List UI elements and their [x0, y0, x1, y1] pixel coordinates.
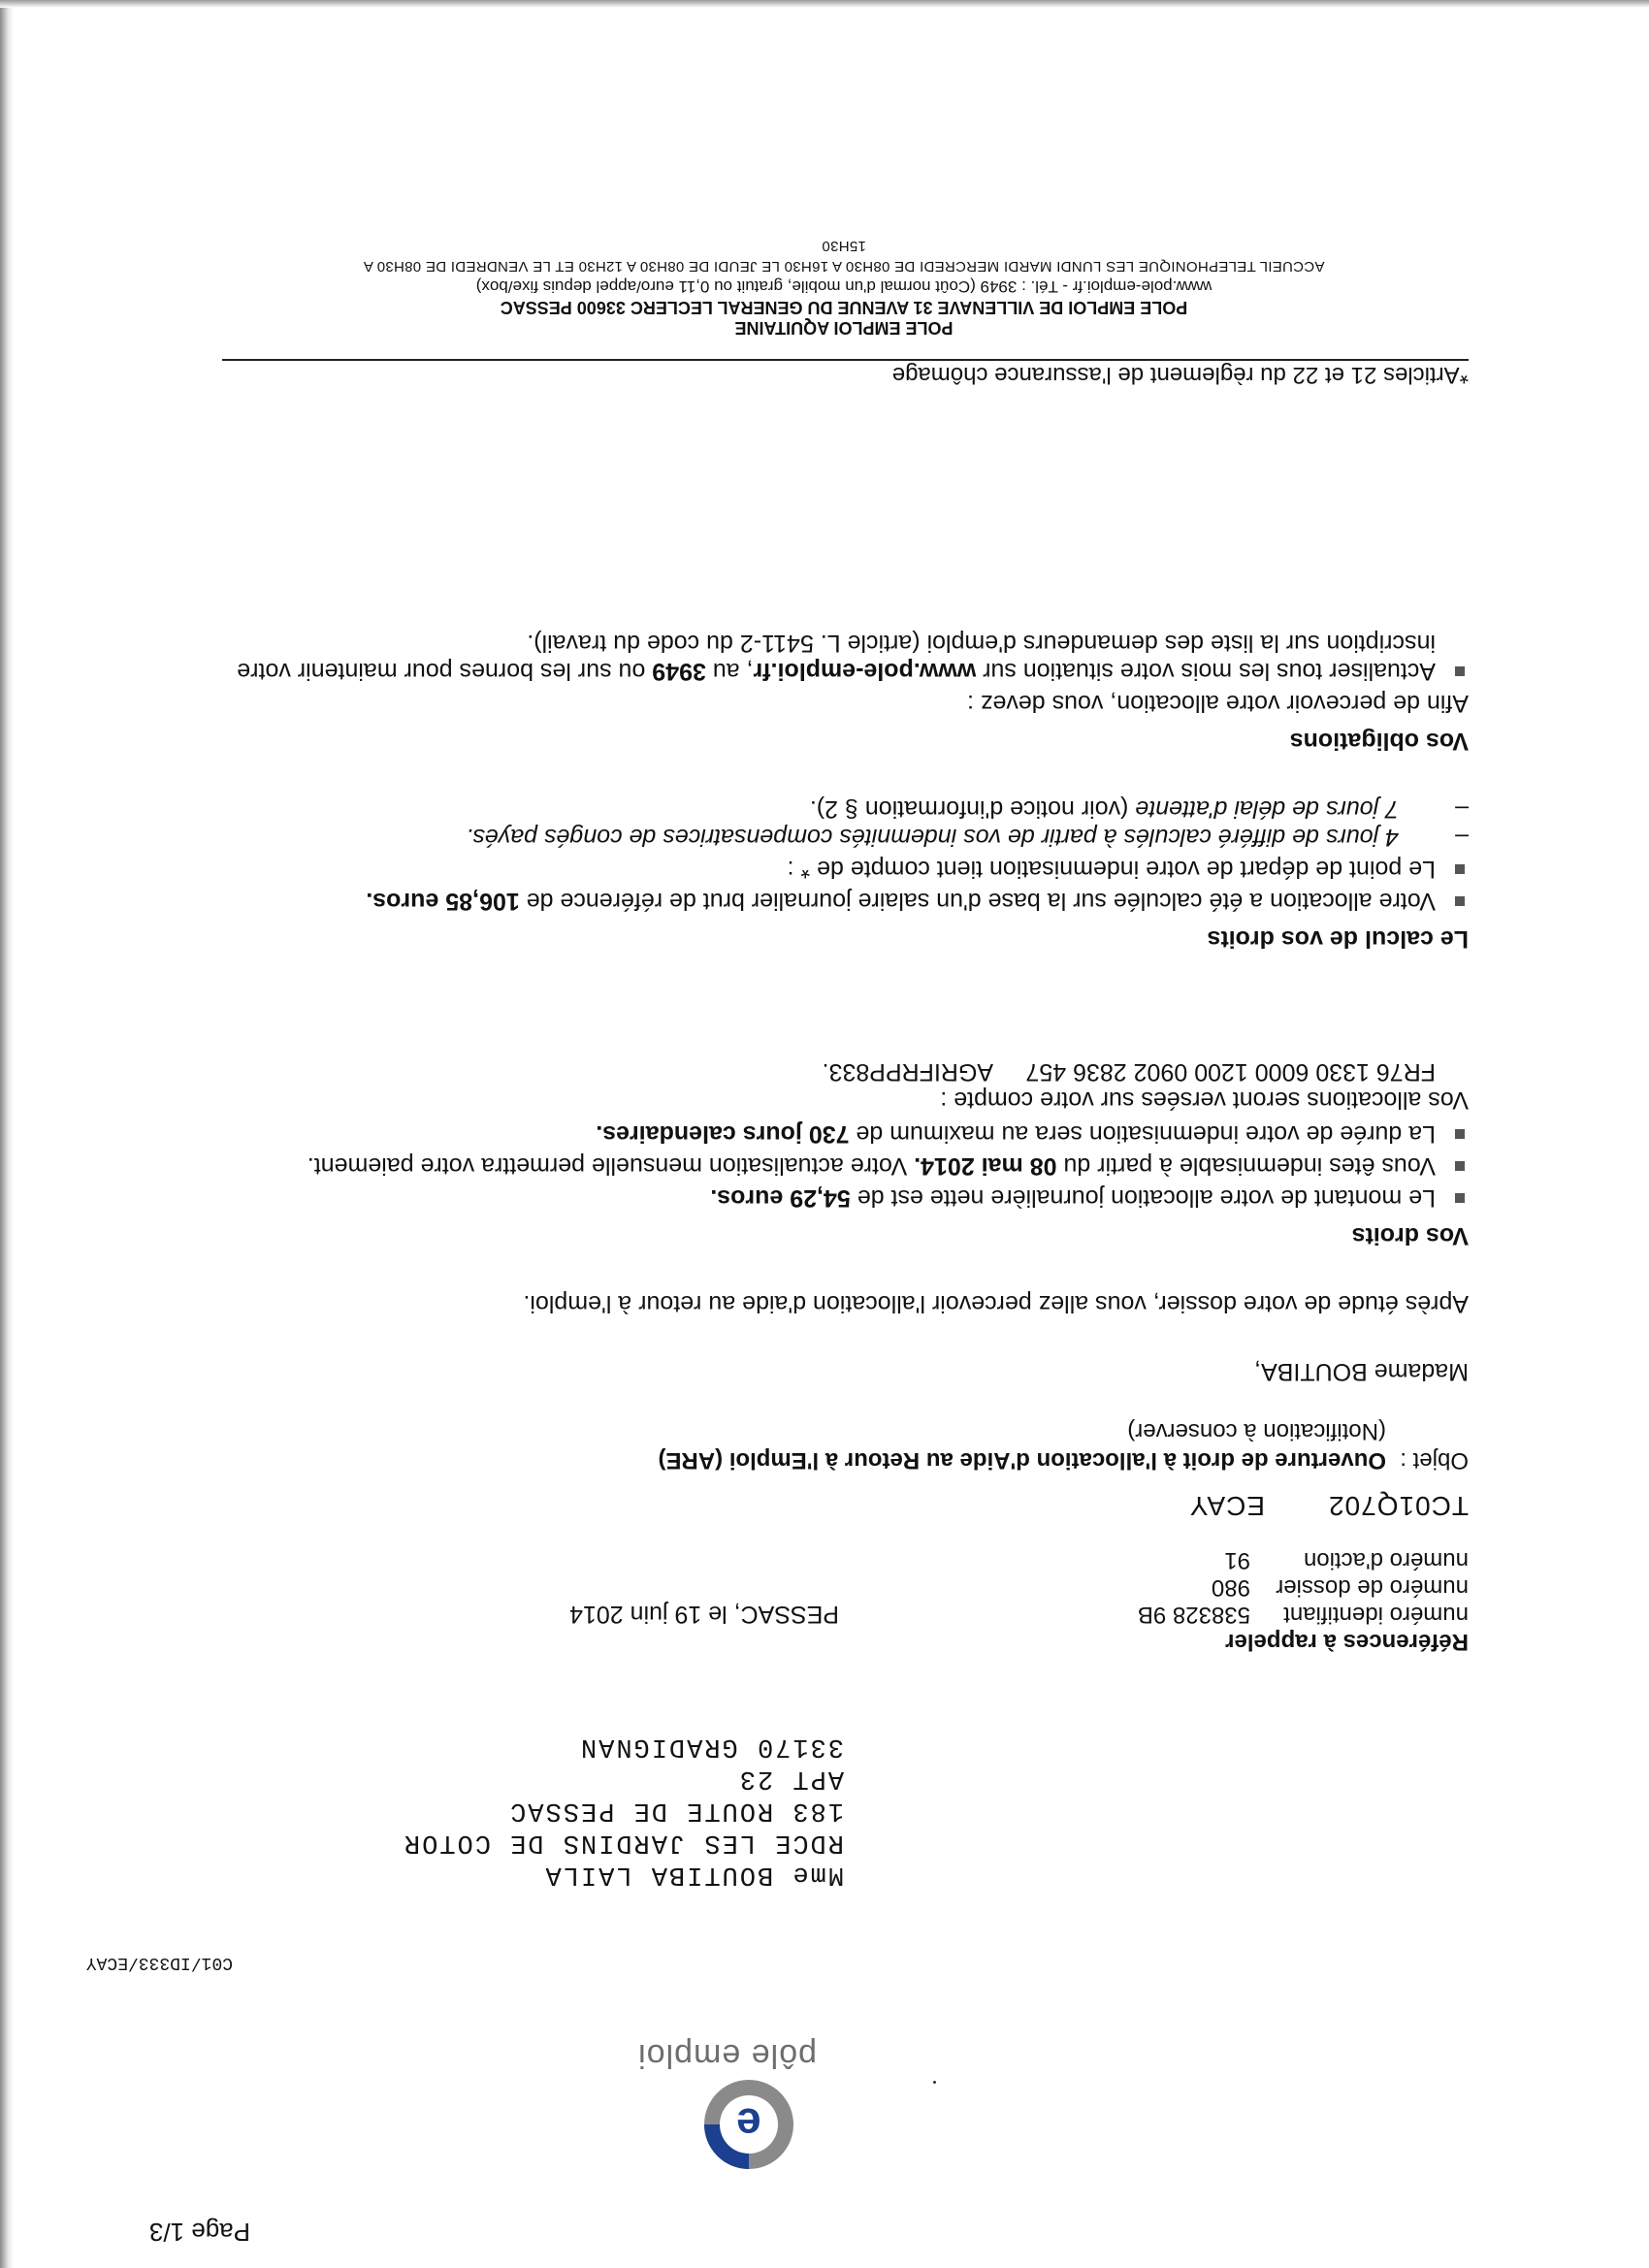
bank-account: FR76 1330 6000 1200 0902 2836 457 AGRIFRPP833.	[822, 1058, 1436, 1085]
identifiant-value: 538328 9B	[1137, 1602, 1250, 1628]
action-label: numéro d'action	[1303, 1547, 1469, 1573]
svg-text:e: e	[736, 2099, 761, 2150]
bullet-icon	[1455, 1129, 1465, 1139]
internal-reference: C01/ID333/ECAY	[85, 1953, 233, 1972]
references-block	[1138, 1546, 1469, 1655]
footer-divider	[222, 359, 1469, 361]
list-item: Vous êtes indemnisable à partir du 08 mai 2014. Votre actualisation mensuelle permettra votre paiement.	[169, 1151, 1469, 1180]
obligations-intro: Afin de percevoir votre allocation, vous devez :	[967, 690, 1469, 717]
payment-text: Vos allocations seront versées sur votre compte :	[940, 1086, 1469, 1114]
scan-speck	[933, 2081, 936, 2084]
address-line: Mme BOUTIBA LAILA	[543, 1860, 844, 1889]
bullet-icon	[1455, 1193, 1465, 1203]
section-obligations	[169, 625, 1469, 755]
max-duration: 730 jours calendaires.	[596, 1120, 850, 1148]
waiting-days: 7 jours de délai d'attente	[1135, 795, 1399, 823]
website: www.pole-emploi.fr	[753, 658, 977, 685]
agency-code: TC01Q702	[1328, 1491, 1469, 1521]
footer-org: POLE EMPLOI AQUITAINE	[734, 318, 954, 338]
salutation: Madame BOUTIBA,	[1254, 1358, 1469, 1385]
address-line: 183 ROUTE DE PESSAC	[508, 1796, 844, 1825]
subject-text: Ouverture de droit à l'allocation d'Aide au Retour à l'Emploi (ARE)	[658, 1447, 1386, 1474]
address-line: 33170 GRADIGNAN	[578, 1732, 844, 1761]
list-item: Actualiser tous les mois votre situation sur www.pole-emploi.fr, au 3949 ou sur les bornes pour maintenir votre inscription sur la liste des demandeurs d'emploi (article L. 5411-2 du code du travail).	[169, 629, 1469, 685]
list-item: Le montant de votre allocation journalière nette est de 54,29 euros.	[169, 1183, 1469, 1212]
bullet-icon	[1455, 864, 1465, 874]
daily-amount: 54,29 euros.	[710, 1184, 851, 1212]
list-item: Le point de départ de votre indemnisation tient compte de * :	[169, 855, 1469, 883]
pole-emploi-logo-icon	[702, 2078, 795, 2171]
reference-salary: 106,85 euros.	[366, 888, 520, 915]
page-number: Page 1/3	[148, 2218, 250, 2247]
list-item: La durée de votre indemnisation sera au maximum de 730 jours calendaires.	[169, 1119, 1469, 1148]
references-title: Références à rappeler	[1225, 1629, 1469, 1655]
sub-item: – 7 jours de délai d'attente (voir notice d'information § 2).	[809, 795, 1469, 823]
section-calcul	[169, 794, 1469, 953]
list-item: Votre allocation a été calculée sur la base d'un salaire journalier brut de référence de 106,85 euros.	[169, 887, 1469, 915]
dossier-label: numéro de dossier	[1276, 1574, 1469, 1601]
agent-code: ECAY	[1188, 1491, 1266, 1521]
place-date: PESSAC, le 19 juin 2014	[569, 1601, 839, 1628]
section-title: Vos droits	[1351, 1222, 1469, 1249]
recipient-address	[403, 1730, 844, 1890]
logo-wordmark: pôle emploi	[637, 2037, 817, 2074]
agent-codes	[1126, 1490, 1469, 1521]
bullet-icon	[1455, 896, 1465, 906]
section-title: Vos obligations	[1289, 728, 1469, 755]
subject-note: (Notification à conserver)	[1127, 1418, 1386, 1444]
articles-note: *Articles 21 et 22 du règlement de l'assurance chômage	[891, 362, 1469, 388]
identifiant-label: numéro identifiant	[1283, 1602, 1469, 1628]
footer-address: POLE EMPLOI DE VILLENAVE 31 AVENUE DU GENERAL LECLERC 33600 PESSAC	[500, 298, 1188, 317]
sub-item: – 4 jours de différé calculés à partir de vos indemnités compensatrices de congés payés.	[169, 823, 1469, 851]
footer	[359, 236, 1329, 338]
bullet-icon	[1455, 1161, 1465, 1171]
phone-number: 3949	[652, 658, 706, 685]
footer-hours: ACCUEIL TELEPHONIQUE LES LUNDI MARDI MERCREDI DE 08H30 A 16H30 LE JEUDI DE 08H30 A 12H30 ET LE VENDREDI DE 08H30 A 15H30	[363, 238, 1325, 275]
bullet-icon	[1455, 666, 1465, 676]
section-droits	[169, 1057, 1469, 1249]
intro-paragraph: Après étude de votre dossier, vous allez percevoir l'allocation d'aide au retour à l'emploi.	[523, 1290, 1469, 1317]
address-line: APT 23	[737, 1764, 844, 1793]
address-line: RDCE LES JARDINS DE COTOR	[402, 1828, 844, 1857]
start-date: 08 mai 2014.	[914, 1152, 1057, 1180]
action-value: 91	[1224, 1547, 1250, 1573]
section-title: Le calcul de vos droits	[1207, 925, 1469, 953]
subject-label: Objet :	[1400, 1447, 1469, 1474]
footer-contact: www.pole-emploi.fr - Tél. : 3949 (Coût normal d'un mobile, gratuit ou 0,11 euro/appel depuis fixe/box)	[475, 277, 1212, 296]
deferral-days: 4 jours de différé calculés à partir de vos indemnités compensatrices de congés payés.	[466, 824, 1399, 851]
subject-block	[658, 1416, 1469, 1474]
dossier-value: 980	[1211, 1574, 1250, 1601]
